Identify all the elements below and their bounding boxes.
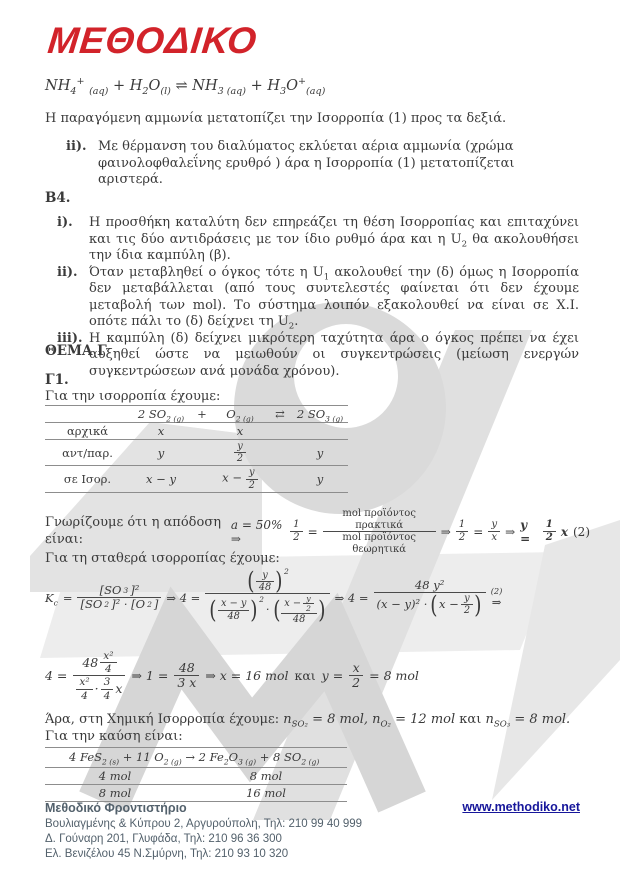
combustion-intro: Για την καύση είναι: [45, 729, 183, 744]
big-fraction: ( $\frac{y}{48}$ ) 2 ( $\frac{x - y}{48}$ ) 2 · ( x − $\frac{y}{2}$ 48 ) [205, 570, 329, 626]
header-so3: 2 $SO_{3 (g)}$ [296, 407, 344, 424]
b4-list [57, 215, 579, 380]
cell-so2-initial: x [157, 424, 165, 438]
kc-symbol: $K_c$ [45, 590, 58, 608]
list-marker: i). [57, 215, 73, 230]
list-item-b3-ii [66, 139, 566, 189]
fraction-numerator: y [306, 594, 311, 604]
row-label: αντ/παρ. [62, 445, 113, 460]
fraction-denominator: 2 [461, 604, 473, 616]
fraction-numerator: 1 [293, 519, 300, 531]
conclusion-line [45, 712, 590, 729]
fraction-denominator: 2 [349, 675, 363, 690]
header-empty [45, 413, 130, 415]
fraction-denominator: 2 [246, 479, 258, 491]
fraction-numerator: 1 [545, 518, 553, 531]
cell-spacer [268, 478, 292, 480]
fraction-denominator: 2 [543, 531, 556, 544]
fraction-denominator: 2 [234, 452, 246, 464]
fraction-numerator: x² [103, 649, 114, 662]
n-so2-value: $n_{SO_2} = 8$ mol, [283, 712, 368, 730]
cell-o2-change [212, 440, 268, 465]
implies-arrow: ⇒ 4 = [334, 590, 369, 605]
cell-spacer [192, 430, 212, 432]
lhs: 4 = [45, 668, 68, 684]
list-item-text: Η καμπύλη (δ) δείχνει μικρότερη ταχύτητα άρα ο όγκος πρέπει να έχει αυξηθεί ώστε να μειωθούν οι συγκεντρώσεις (μείωση ενεργών συγκεντρώσεων ανά μονάδα χρόνου). [89, 330, 579, 379]
yield-result-x: x [560, 524, 568, 539]
table-header-row [45, 406, 348, 423]
implies-arrow: ⇒ [440, 524, 451, 539]
fraction-denominator: 48 [218, 610, 249, 622]
list-item-b4-i [57, 215, 579, 265]
fraction-denominator: x [488, 531, 500, 544]
yield-formula-line [45, 508, 590, 555]
methodiko-website-link[interactable]: www.methodiko.net [462, 800, 580, 814]
list-item-b4-iii [57, 331, 579, 381]
cell-so2-mol: 16 mol [246, 786, 286, 800]
footer-address-3: Ελ. Βενιζέλου 45 Ν.Σμύρνη, Τηλ: 210 93 10 320 [45, 848, 289, 860]
fraction-numerator: 3 [103, 675, 111, 689]
cell-o2-initial: x [236, 424, 244, 438]
fraction-numerator: y [464, 593, 470, 605]
expression-prefix: x − [222, 471, 242, 486]
fraction-numerator: mol προϊόντος πρακτικά [342, 508, 416, 531]
kai-text: και [294, 668, 316, 684]
list-marker: ii). [57, 264, 78, 280]
table-row-equilibrium [45, 466, 348, 492]
heading-b4: Β4. [45, 190, 71, 206]
list-marker: ii). [66, 139, 87, 154]
cell-so3-eq: y [316, 472, 324, 487]
cell-fes2-mol: 8 mol [98, 786, 132, 800]
row-label: αρχικά [67, 424, 108, 438]
multiplication-dot: · [265, 602, 270, 617]
footer-contact-block [45, 801, 362, 862]
exponent: 2 [259, 595, 264, 605]
solution-x: ⇒ x = 16 mol [205, 668, 289, 684]
table-row-initial [45, 423, 348, 440]
fraction-denominator: 48 [281, 613, 317, 625]
list-item-text: Όταν μεταβληθεί ο όγκος τότε η $U_1$ ακολουθεί την (δ) όμως η Ισορροπία δεν μεταβάλλεται (από τους συντελεστές φαίνεται ότι δεν έχουμε μεταβολή των mol). Το σύστημα λοιπόν εξακολουθεί να είναι σε Χ.Ι. οπότε πάλι το (δ) δείχνει τη $U_2$. [89, 264, 579, 332]
fraction-denominator: 4 [76, 689, 92, 702]
heading-g1: Γ1. [45, 372, 69, 388]
yield-result: y = [520, 517, 531, 546]
list-marker: iii). [57, 330, 83, 346]
big-fraction [73, 650, 125, 702]
combustion-equation: 4 FeS$_{2 (s)}$ + 11 $O_{2 (g)} \to 2$ $Fe_2O_{3 (g)} + 8$ $SO_{2 (g)}$ [45, 748, 347, 768]
fraction-numerator: x [352, 660, 360, 676]
denominator-prefix: (x − y)² · [376, 597, 428, 612]
kai-text: και [459, 712, 482, 727]
footer-school-name: Μεθοδικό Φροντιστήριο [45, 801, 187, 815]
cell-spacer [192, 452, 212, 454]
expression-prefix: x − [284, 598, 301, 610]
fraction-denominator: [SO 2 ]² · [O 2 ] [77, 597, 161, 611]
header-plus: + [197, 407, 207, 421]
fraction-denominator: 48 [256, 581, 274, 593]
fraction-numerator: y [262, 570, 268, 581]
cell-spacer [268, 430, 292, 432]
fraction-numerator: [SO 3 ]² [99, 583, 140, 598]
variable-x: x [115, 680, 123, 696]
fraction-denominator: 2 [303, 603, 314, 613]
multiplication-dot: · [94, 680, 99, 696]
fraction-numerator: 48 [178, 660, 195, 676]
list-item-text: Με θέρμανση του διαλύματος εκλύεται αέρια αμμωνία (χρώμα φαινολοφθαλεΐνης ερυθρό ) άρα η Ισορροπία (1) μετατοπίζεται αριστερά. [98, 139, 515, 187]
fraction-denominator: 4 [100, 662, 116, 675]
fraction-denominator: 3 x [174, 675, 199, 690]
list-item-text: Η προσθήκη καταλύτη δεν επηρεάζει τη θέση Ισορροπίας και επιταχύνει και τις δύο αντιδράσεις με τον ίδιο ρυθμό άρα και η $U_2$ θα ακολουθήσει την ίδια καμπύλη (β). [89, 215, 579, 263]
table-row [45, 785, 347, 802]
kc-intro-text: Για τη σταθερά ισορροπίας έχουμε: [45, 551, 280, 566]
cell-spacer [192, 478, 212, 480]
fraction-denominator: 4 [101, 689, 114, 702]
cell-so3-initial [292, 430, 348, 432]
fraction-numerator: y [248, 467, 255, 479]
implies-arrow-numbered: (2) ⇒ [490, 586, 503, 610]
equals-sign: = [62, 590, 73, 605]
equation-number: (2) [573, 524, 590, 539]
solution-y-value: = 8 mol [369, 668, 419, 684]
kc-formula-line [45, 566, 605, 626]
fraction-denominator: 2 [456, 531, 468, 544]
paragraph-equilibrium-shift: Η παραγόμενη αμμωνία μετατοπίζει την Ισορροπία (1) προς τα δεξιά. [45, 111, 507, 126]
n-o2-value: $n_{O_2} = 12$ mol [372, 712, 456, 730]
cell-so3-change: y [316, 445, 324, 460]
equals-sign: = [473, 524, 484, 539]
equals-sign: = [307, 524, 318, 539]
n-so3-value: $n_{SO_3} = 8$ mol. [485, 712, 571, 730]
solution-y: y = [321, 668, 344, 684]
fraction-numerator: y [237, 441, 243, 452]
header-o2: $O_{2 (g)}$ [226, 407, 254, 424]
yield-eq: a = 50% ⇒ [230, 517, 283, 546]
footer-address-1: Βουλιαγμένης & Κύπρου 2, Αργυρούπολη, Τηλ: 210 99 40 999 [45, 818, 363, 830]
expression-prefix: x − [439, 597, 459, 612]
ammonia-equilibrium-equation: $NH_4^+$ $_{(aq)} + H_2O_{(l)}$ ⇌ $NH_{3 (aq)} + H_3O^+_{(aq)}$ [45, 76, 326, 97]
fraction-denominator: mol προϊόντος θεωρητικά [323, 531, 436, 555]
cell-so2-mol: 8 mol [249, 769, 283, 783]
conclusion-text: Άρα, στη Χημική Ισορροπία έχουμε: [45, 712, 280, 727]
result-fraction: 48 y² (x − y)² · ( x − $\frac{y}{2}$ ) [374, 579, 486, 617]
fraction-numerator: x² [79, 675, 90, 689]
fraction-numerator: 1 [458, 519, 466, 531]
footer-address-2: Δ. Γούναρη 201, Γλυφάδα, Τηλ: 210 96 36 300 [45, 833, 282, 845]
heading-thema-c: ΘΕΜΑ Γ [45, 343, 107, 359]
combustion-table [45, 747, 347, 802]
header-so2: 2 $SO_{2 (g)}$ [137, 407, 185, 424]
implies-arrow: ⇒ [505, 524, 516, 539]
table-row [45, 768, 347, 785]
fraction-numerator: x − y [220, 598, 247, 610]
solve-formula-line [45, 650, 590, 702]
methodiko-logo: ΜΕΘΟΔΙΚΟ [45, 20, 260, 61]
implies-arrow: ⇒ 4 = [166, 590, 201, 605]
cell-o2-eq [212, 466, 268, 491]
cell-so2-change: y [157, 445, 165, 460]
yield-intro-text: Γνωρίζουμε ότι η απόδοση είναι: [45, 515, 221, 547]
cell-spacer [268, 452, 292, 454]
table-row-change [45, 440, 348, 466]
exponent: 2 [283, 567, 289, 576]
cell-so2-eq: x − y [146, 472, 176, 487]
fraction-denominator: 2 [290, 531, 302, 544]
implies-arrow: ⇒ 1 = [131, 668, 169, 684]
table1-intro: Για την ισορροπία έχουμε: [45, 389, 221, 404]
list-item-b4-ii [57, 265, 579, 331]
row-label: σε Ισορ. [63, 472, 112, 487]
header-equilibrium-arrows: ⇄ [275, 407, 285, 421]
equilibrium-ice-table [45, 405, 348, 493]
cell-fes2-mol: 4 mol [98, 769, 132, 783]
fraction-numerator: y [491, 519, 498, 531]
coefficient: 48 [82, 654, 99, 670]
